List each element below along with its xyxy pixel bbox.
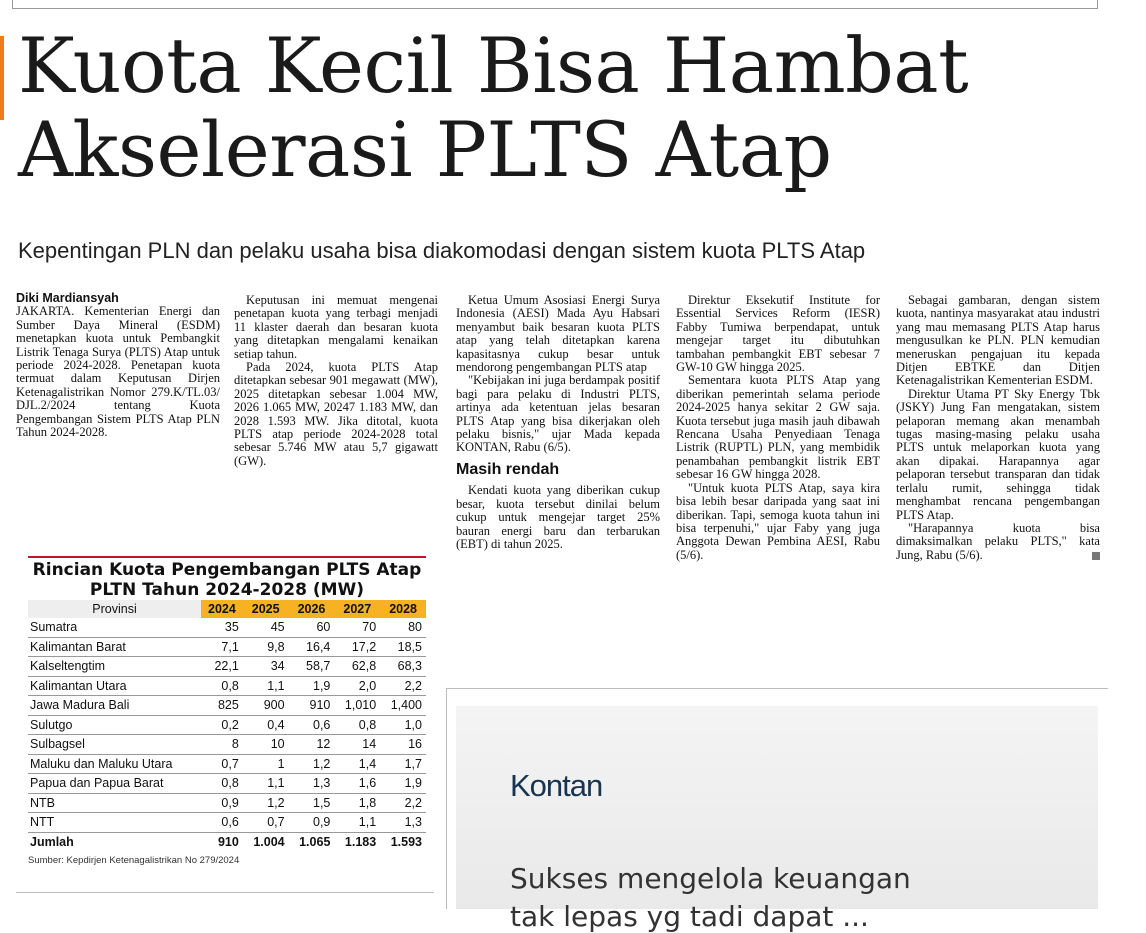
value-cell: 1,3 xyxy=(380,813,426,833)
value-cell: 1.593 xyxy=(390,834,422,849)
section-divider xyxy=(16,892,434,893)
quota-table xyxy=(28,600,426,851)
paragraph: Keputusan ini memuat mengenai penetapan kuota yang terbagi menjadi 11 klaster daerah dan besaran kuota yang ditetapkan mengalami kenaikan setiap tahun. xyxy=(234,293,438,361)
value-cell: 22,1 xyxy=(201,657,243,677)
value-cell: 825 xyxy=(201,696,243,716)
value-cell: 910 xyxy=(289,696,335,716)
value-cell: 900 xyxy=(243,696,289,716)
value-cell: 2,2 xyxy=(380,793,426,813)
value-cell: 60 xyxy=(289,618,335,637)
quota-table-box xyxy=(28,556,426,866)
paragraph: JAKARTA. Kementerian Energi dan Sumber Daya Mineral (ESDM) menetapkan kuota untuk Pembangkit Listrik Tenaga Surya (PLTS) Atap untuk periode 2024-2028. Penetapan kuota termuat dalam Keputusan Dirjen Ketenagalistrikan Nomor 279.K/TL.03/ DJL.2/2024 tentang Kuota Pengembangan Sistem PLTS Atap PLN Tahun 2024-2028. xyxy=(16,304,220,440)
paragraph: Direktur Utama PT Sky Energy Tbk (JSKY) Jung Fan mengatakan, sistem pelaporan memang akan menambah tugas masing-masing pelaku usaha PLTS untuk melaporkan kuota yang akan dipakai. Harapannya agar pelaporan tersebut transparan dan tidak terlalu rumit, sehingga tidak menghambat rencana pengembangan PLTS Atap. xyxy=(896,386,1100,522)
headline-accent-bar xyxy=(0,36,4,120)
value-cell: 1,010 xyxy=(334,696,380,716)
value-cell: 1.004 xyxy=(253,834,285,849)
paragraph: Ketua Umum Asosiasi Energi Surya Indonesia (AESI) Mada Ayu Habsari menyambut baik besaran kuota PLTS atap yang telah ditetapkan karena kapasitasnya cukup besar untuk mendorong pengembangan PLTS atap xyxy=(456,293,660,375)
province-cell: NTT xyxy=(28,813,201,833)
value-cell: 0,8 xyxy=(201,676,243,696)
table-row xyxy=(28,637,426,657)
value-cell: 0,7 xyxy=(243,813,289,833)
value-cell: 1,2 xyxy=(243,793,289,813)
value-cell: 62,8 xyxy=(334,657,380,677)
value-cell: 17,2 xyxy=(334,637,380,657)
table-row xyxy=(28,774,426,794)
value-cell: 1,5 xyxy=(289,793,335,813)
value-cell: 35 xyxy=(201,618,243,637)
value-cell: 0,9 xyxy=(289,813,335,833)
table-row xyxy=(28,735,426,755)
value-cell: 1,400 xyxy=(380,696,426,716)
value-cell: 1 xyxy=(243,754,289,774)
value-cell: 70 xyxy=(334,618,380,637)
table-title-line-2: PLTN Tahun 2024-2028 (MW) xyxy=(89,580,365,600)
paragraph: Kendati kuota yang diberikan cukup besar, kuota tersebut dinilai belum cukup untuk mengejar target 25% bauran energi baru dan terbarukan (EBT) di tahun 2025. xyxy=(456,483,660,551)
table-row xyxy=(28,754,426,774)
article-column-5 xyxy=(896,294,1100,562)
value-cell: 14 xyxy=(334,735,380,755)
province-cell: Kalimantan Utara xyxy=(28,676,201,696)
value-cell: 0,8 xyxy=(334,715,380,735)
value-cell: 16,4 xyxy=(289,637,335,657)
province-cell: Jawa Madura Bali xyxy=(28,696,201,716)
province-cell: Jumlah xyxy=(30,834,74,849)
table-row xyxy=(28,657,426,677)
column-header: Provinsi xyxy=(28,600,201,618)
top-frame-line xyxy=(12,0,1098,9)
value-cell: 1,7 xyxy=(380,754,426,774)
value-cell: 1.065 xyxy=(299,834,331,849)
value-cell: 2,0 xyxy=(334,676,380,696)
paragraph xyxy=(896,522,1100,562)
paragraph: Sebagai gambaran, dengan sistem kuota, nantinya masyarakat atau industri yang mau memasang PLTS Atap harus mengusulkan ke PLN. PLN kemudian meneruskan pengajuan itu kepada Ditjen EBTKE dan Ditjen Ketenagalistrikan Kementerian ESDM. xyxy=(896,293,1100,388)
article-column-3 xyxy=(456,294,660,551)
value-cell: 8 xyxy=(201,735,243,755)
province-cell: NTB xyxy=(28,793,201,813)
column-header: 2026 xyxy=(289,600,335,618)
ad-left-divider xyxy=(446,688,447,909)
ad-top-divider xyxy=(446,688,1108,689)
province-cell: Papua dan Papua Barat xyxy=(28,774,201,794)
value-cell: 1,3 xyxy=(289,774,335,794)
paragraph: "Untuk kuota PLTS Atap, saya kira bisa lebih besar daripada yang saat ini diberikan. Tapi, semoga kuota tahun ini bisa terpenuhi," ujar Faby yang juga Anggota Dewan Pembina AESI, Rabu (5/6). xyxy=(676,480,880,562)
value-cell: 80 xyxy=(380,618,426,637)
province-cell: Kalseltengtim xyxy=(28,657,201,677)
value-cell: 1,6 xyxy=(334,774,380,794)
column-header: 2025 xyxy=(243,600,289,618)
value-cell: 1,0 xyxy=(380,715,426,735)
table-source: Sumber: Kepdirjen Ketenagalistrikan No 279/2024 xyxy=(28,855,240,866)
kontan-logo: Kontan xyxy=(510,768,603,803)
value-cell: 68,3 xyxy=(380,657,426,677)
headline-line-2: Akselerasi PLTS Atap xyxy=(18,104,832,194)
value-cell: 58,7 xyxy=(289,657,335,677)
province-cell: Kalimantan Barat xyxy=(28,637,201,657)
province-cell: Sumatra xyxy=(28,618,201,637)
column-header: 2028 xyxy=(380,600,426,618)
value-cell: 0,9 xyxy=(201,793,243,813)
column-header: 2027 xyxy=(334,600,380,618)
paragraph: Direktur Eksekutif Institute for Essential Services Reform (IESR) Fabby Tumiwa berpendapat, untuk mengejar target itu dibutuhkan tambahan pembangkit EBT sebesar 7 GW-10 GW hingga 2025. xyxy=(676,293,880,375)
value-cell: 18,5 xyxy=(380,637,426,657)
paragraph: Sementara kuota PLTS Atap yang diberikan pemerintah selama periode 2024-2025 hanya sekitar 2 GW saja. Kuota tersebut juga masih jauh dibawah Rencana Usaha Penyediaan Tenaga Listrik (RUPTL) PLN, yang membidik penambahan pembangkit listrik EBT sebesar 16 GW hingga 2028. xyxy=(676,373,880,482)
value-cell: 1,9 xyxy=(380,774,426,794)
value-cell: 7,1 xyxy=(201,637,243,657)
value-cell: 10 xyxy=(243,735,289,755)
value-cell: 16 xyxy=(380,735,426,755)
ad-headline: Sukses mengelola keuangan xyxy=(510,862,911,895)
end-of-article-mark-icon xyxy=(1092,552,1100,560)
value-cell: 34 xyxy=(243,657,289,677)
column-header: 2024 xyxy=(201,600,243,618)
value-cell: 0,4 xyxy=(243,715,289,735)
value-cell: 0,2 xyxy=(201,715,243,735)
headline-line-1: Kuota Kecil Bisa Hambat xyxy=(18,21,969,110)
table-row xyxy=(28,793,426,813)
province-cell: Maluku dan Maluku Utara xyxy=(28,754,201,774)
table-total-row xyxy=(28,832,426,851)
paragraph: "Kebijakan ini juga berdampak positif bagi para pelaku di Industri PLTS, artinya ada ketentuan jelas besaran PLTS Atap yang bisa dikerjakan oleh pelaku bisnis," ujar Mada kepada KONTAN, Rabu (6/5). xyxy=(456,373,660,455)
table-header-row xyxy=(28,600,426,618)
table-row xyxy=(28,696,426,716)
table-row xyxy=(28,676,426,696)
value-cell: 1,2 xyxy=(289,754,335,774)
article-column-1 xyxy=(16,292,220,439)
value-cell: 1,1 xyxy=(243,676,289,696)
subheadline: Kepentingan PLN dan pelaku usaha bisa diakomodasi dengan sistem kuota PLTS Atap xyxy=(18,238,866,263)
table-title xyxy=(28,558,426,600)
value-cell: 1,1 xyxy=(334,813,380,833)
byline: Diki Mardiansyah xyxy=(16,291,119,305)
value-cell: 12 xyxy=(289,735,335,755)
article-column-2 xyxy=(234,294,438,468)
value-cell: 1,8 xyxy=(334,793,380,813)
table-row xyxy=(28,618,426,637)
ad-headline-continued: tak lepas yg tadi dapat ... xyxy=(510,900,869,933)
value-cell: 1,1 xyxy=(243,774,289,794)
value-cell: 910 xyxy=(217,834,239,849)
value-cell: 0,6 xyxy=(289,715,335,735)
headline xyxy=(18,21,1128,194)
article-column-4 xyxy=(676,294,880,562)
closing-quote-text: "Harapannya kuota bisa dimaksimalkan pelaku PLTS," kata Jung, Rabu (5/6). xyxy=(896,520,1100,562)
table-row xyxy=(28,813,426,833)
table-row xyxy=(28,715,426,735)
value-cell: 2,2 xyxy=(380,676,426,696)
value-cell: 0,6 xyxy=(201,813,243,833)
section-heading: Masih rendah xyxy=(456,460,560,478)
advertisement[interactable] xyxy=(456,706,1098,933)
value-cell: 0,7 xyxy=(201,754,243,774)
province-cell: Sulutgo xyxy=(28,715,201,735)
value-cell: 1.183 xyxy=(344,834,377,849)
value-cell: 45 xyxy=(243,618,289,637)
table-title-line-1: Rincian Kuota Pengembangan PLTS Atap xyxy=(32,560,422,580)
paragraph: Pada 2024, kuota PLTS Atap ditetapkan sebesar 901 megawatt (MW), 2025 ditetapkan sebesar 1.004 MW, 2026 1.065 MW, 20247 1.183 MW, dan 2028 1.593 MW. Jika ditotal, kuota PLTS atap periode 2024-2028 total sebesar 5.746 MW atau 5,7 gigawatt (GW). xyxy=(234,360,438,468)
value-cell: 9,8 xyxy=(243,637,289,657)
province-cell: Sulbagsel xyxy=(28,735,201,755)
value-cell: 1,9 xyxy=(289,676,335,696)
value-cell: 0,8 xyxy=(201,774,243,794)
value-cell: 1,4 xyxy=(334,754,380,774)
